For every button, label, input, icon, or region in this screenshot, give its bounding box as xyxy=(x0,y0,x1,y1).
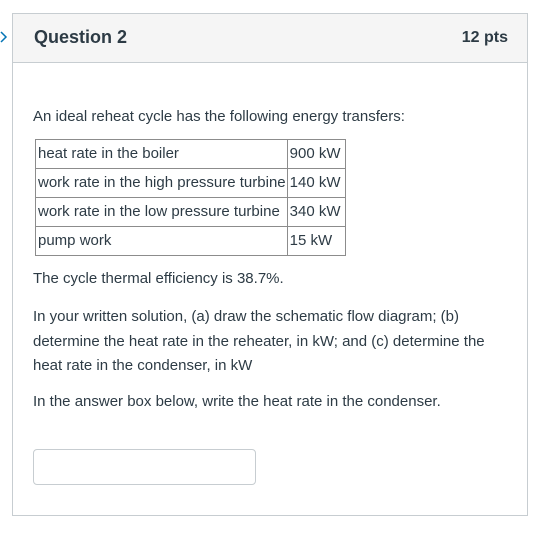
answer-input[interactable] xyxy=(33,449,256,485)
efficiency-statement: The cycle thermal efficiency is 38.7%. xyxy=(33,270,284,287)
table-cell-label: work rate in the low pressure turbine xyxy=(36,198,288,227)
energy-transfer-table xyxy=(35,139,346,256)
question-title: Question 2 xyxy=(34,27,128,47)
table-cell-value: 140 kW xyxy=(287,169,345,198)
table-row xyxy=(36,198,346,227)
question-points: 12 pts xyxy=(461,29,508,46)
table-row xyxy=(36,140,346,169)
table-cell-label: heat rate in the boiler xyxy=(36,140,288,169)
table-cell-value: 900 kW xyxy=(287,140,345,169)
table-cell-label: work rate in the high pressure turbine xyxy=(36,169,288,198)
table-cell-label: pump work xyxy=(36,227,288,256)
chevron-right-icon[interactable] xyxy=(0,30,8,44)
table-row xyxy=(36,169,346,198)
table-cell-value: 340 kW xyxy=(287,198,345,227)
question-card xyxy=(12,13,528,516)
table-cell-value: 15 kW xyxy=(287,227,345,256)
question-header xyxy=(13,14,527,63)
table-row xyxy=(36,227,346,256)
answer-instructions: In the answer box below, write the heat rate in the condenser. xyxy=(33,393,441,410)
question-intro: An ideal reheat cycle has the following energy transfers: xyxy=(33,108,405,125)
solution-instructions: In your written solution, (a) draw the schematic flow diagram; (b) determine the heat rate in the reheater, in kW; and (c) determine the heat rate in the condenser, in kW xyxy=(33,308,485,374)
